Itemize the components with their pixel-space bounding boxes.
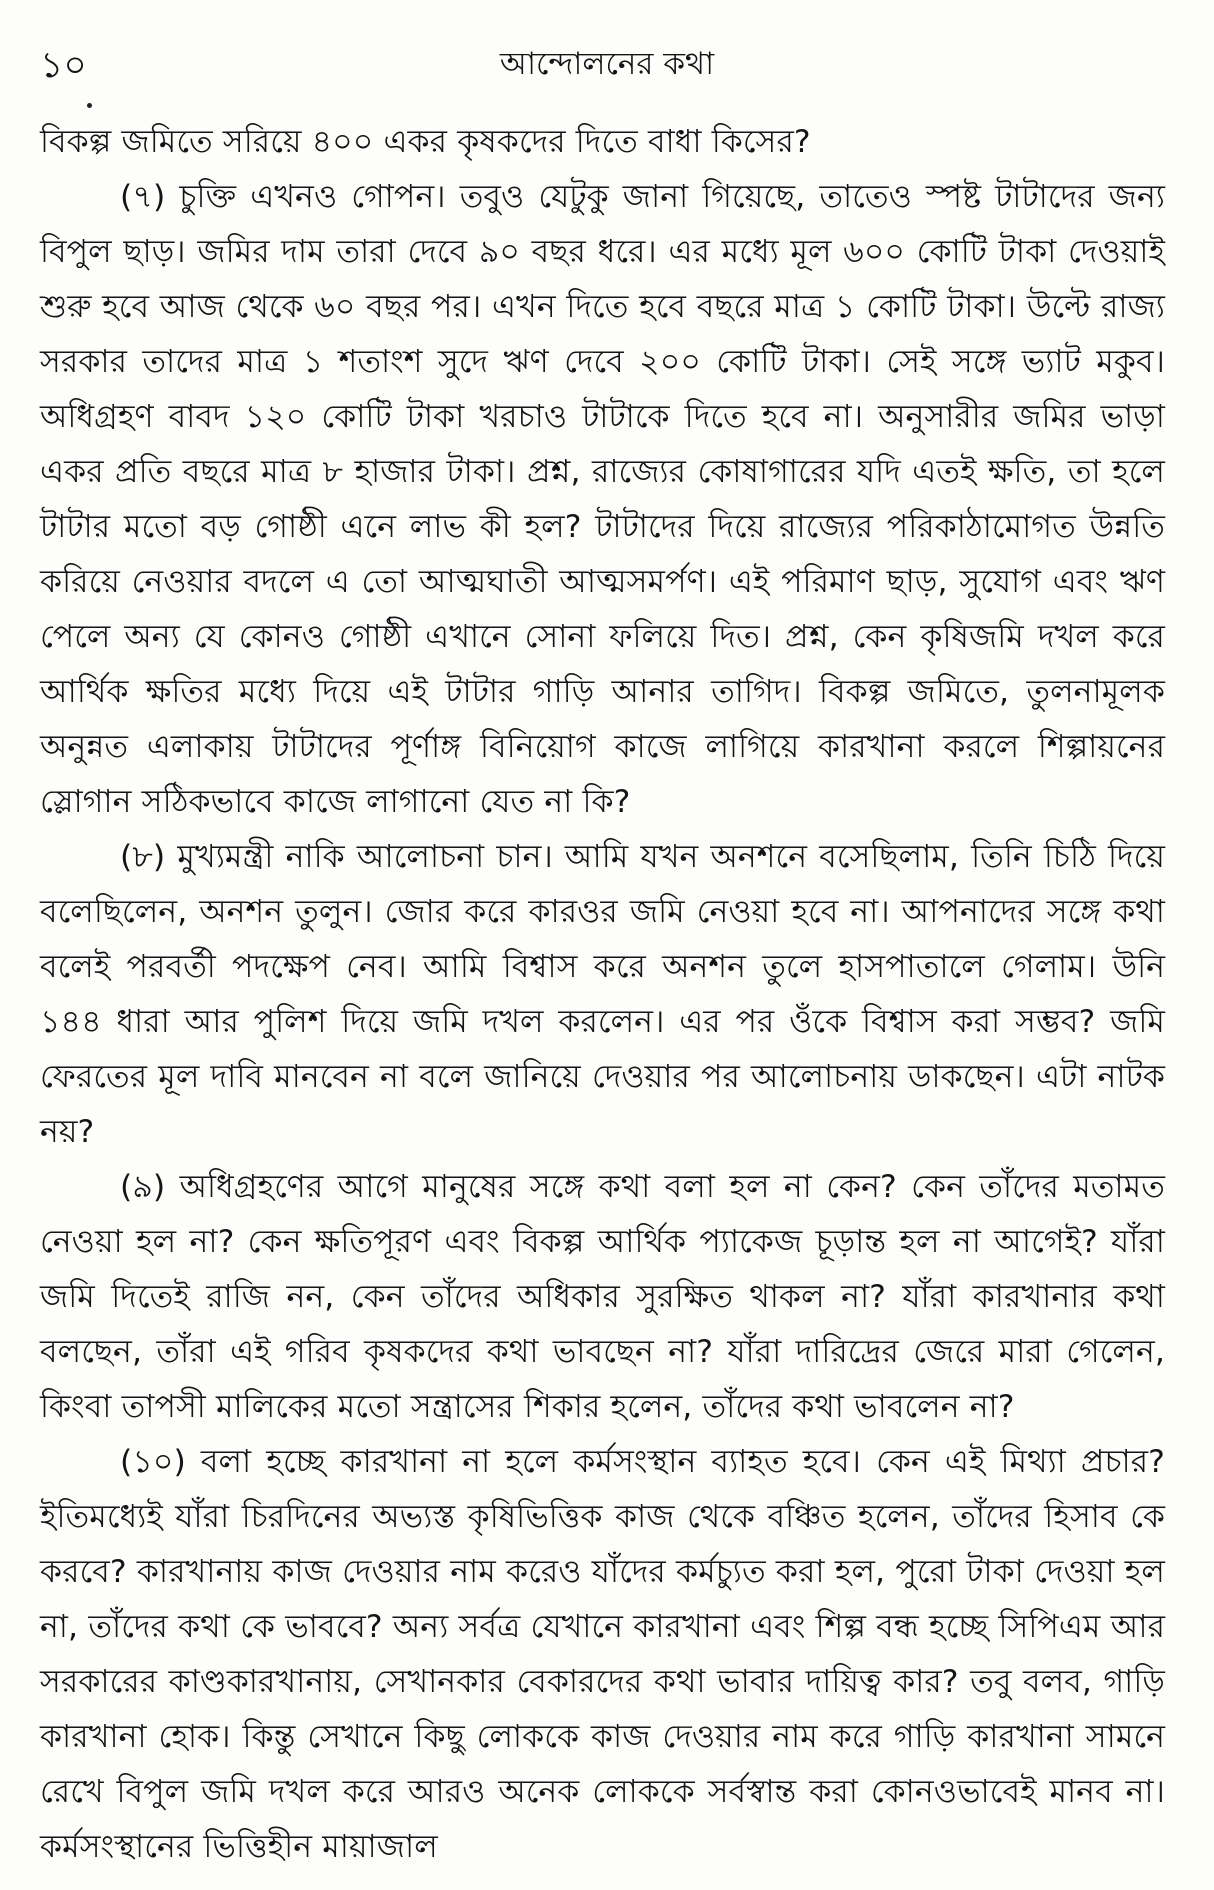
paragraph-7: (৭) চুক্তি এখনও গোপন। তবুও যেটুকু জানা গিয়েছে, তাতেও স্পষ্ট টাটাদের জন্য বিপুল ছাড়। জমির দাম তারা দেবে ৯০ বছর ধরে। এর মধ্যে মূল ৬০০ কোটি টাকা দেওয়াই শুরু হবে আজ থেকে ৬০ বছর পর। এখন দিতে হবে বছরে মাত্র ১ কোটি টাকা। উল্টে রাজ্য সরকার তাদের মাত্র ১ শতাংশ সুদে ঋণ দেবে ২০০ কোটি টাকা। সেই সঙ্গে ভ্যাট মকুব। অধিগ্রহণ বাবদ ১২০ কোটি টাকা খরচাও টাটাকে দিতে হবে না। অনুসারীর জমির ভাড়া একর প্রতি বছরে মাত্র ৮ হাজার টাকা। প্রশ্ন, রাজ্যের কোষাগারের যদি এতই ক্ষতি, তা হলে টাটার মতো বড় গোষ্ঠী এনে লাভ কী হল? টাটাদের দিয়ে রাজ্যের পরিকাঠামোগত উন্নতি করিয়ে নেওয়ার বদলে এ তো আত্মঘাতী আত্মসমর্পণ। এই পরিমাণ ছাড়, সুযোগ এবং ঋণ পেলে অন্য যে কোনও গোষ্ঠী এখানে সোনা ফলিয়ে দিত। প্রশ্ন, কেন কৃষিজমি দখল করে আর্থিক ক্ষতির মধ্যে দিয়ে এই টাটার গাড়ি আনার তাগিদ। বিকল্প জমিতে, তুলনামূলক অনুন্নত এলাকায় টাটাদের পূর্ণাঙ্গ বিনিয়োগ কাজে লাগিয়ে কারখানা করলে শিল্পায়নের স্লোগান সঠিকভাবে কাজে লাগানো যেত না কি? [40,179,1165,820]
ink-dot [87,103,92,108]
paragraph-8: (৮) মুখ্যমন্ত্রী নাকি আলোচনা চান। আমি যখন অনশনে বসেছিলাম, তিনি চিঠি দিয়ে বলেছিলেন, অনশন তুলুন। জোর করে কারওর জমি নেওয়া হবে না। আপনাদের সঙ্গে কথা বলেই পরবর্তী পদক্ষেপ নেব। আমি বিশ্বাস করে অনশন তুলে হাসপাতালে গেলাম। উনি ১৪৪ ধারা আর পুলিশ দিয়ে জমি দখল করলেন। এর পর ওঁকে বিশ্বাস করা সম্ভব? জমি ফেরতের মূল দাবি মানবেন না বলে জানিয়ে দেওয়ার পর আলোচনায় ডাকছেন। এটা নাটক নয়? [40,839,1165,1150]
page-header [40,30,1174,90]
running-head: আন্দোলনের কথা [499,46,715,82]
page-number: ১০ [40,45,87,86]
paragraph-10: (১০) বলা হচ্ছে কারখানা না হলে কর্মসংস্থান ব্যাহত হবে। কেন এই মিথ্যা প্রচার? ইতিমধ্যেই যাঁরা চিরদিনের অভ্যস্ত কৃষিভিত্তিক কাজ থেকে বঞ্চিত হলেন, তাঁদের হিসাব কে করবে? কারখানায় কাজ দেওয়ার নাম করেও যাঁদের কর্মচ্যুত করা হল, পুরো টাকা দেওয়া হল না, তাঁদের কথা কে ভাববে? অন্য সর্বত্র যেখানে কারখানা এবং শিল্প বন্ধ হচ্ছে সিপিএম আর সরকারের কাণ্ডকারখানায়, সেখানকার বেকারদের কথা ভাবার দায়িত্ব কার? তবু বলব, গাড়ি কারখানা হোক। কিন্তু সেখানে কিছু লোককে কাজ দেওয়ার নাম করে গাড়ি কারখানা সামনে রেখে বিপুল জমি দখল করে আরও অনেক লোককে সর্বস্বান্ত করা কোনওভাবেই মানব না। কর্মসংস্থানের ভিত্তিহীন মায়াজাল [40,1444,1165,1865]
body-text [40,115,1165,1875]
paragraph-continuation: বিকল্প জমিতে সরিয়ে ৪০০ একর কৃষকদের দিতে বাধা কিসের? [40,124,811,160]
paragraph-9: (৯) অধিগ্রহণের আগে মানুষের সঙ্গে কথা বলা হল না কেন? কেন তাঁদের মতামত নেওয়া হল না? কেন ক্ষতিপূরণ এবং বিকল্প আর্থিক প্যাকেজ চূড়ান্ত হল না আগেই? যাঁরা জমি দিতেই রাজি নন, কেন তাঁদের অধিকার সুরক্ষিত থাকল না? যাঁরা কারখানার কথা বলছেন, তাঁরা এই গরিব কৃষকদের কথা ভাবছেন না? যাঁরা দারিদ্রের জেরে মারা গেলেন, কিংবা তাপসী মালিকের মতো সন্ত্রাসের শিকার হলেন, তাঁদের কথা ভাবলেন না? [40,1169,1165,1425]
